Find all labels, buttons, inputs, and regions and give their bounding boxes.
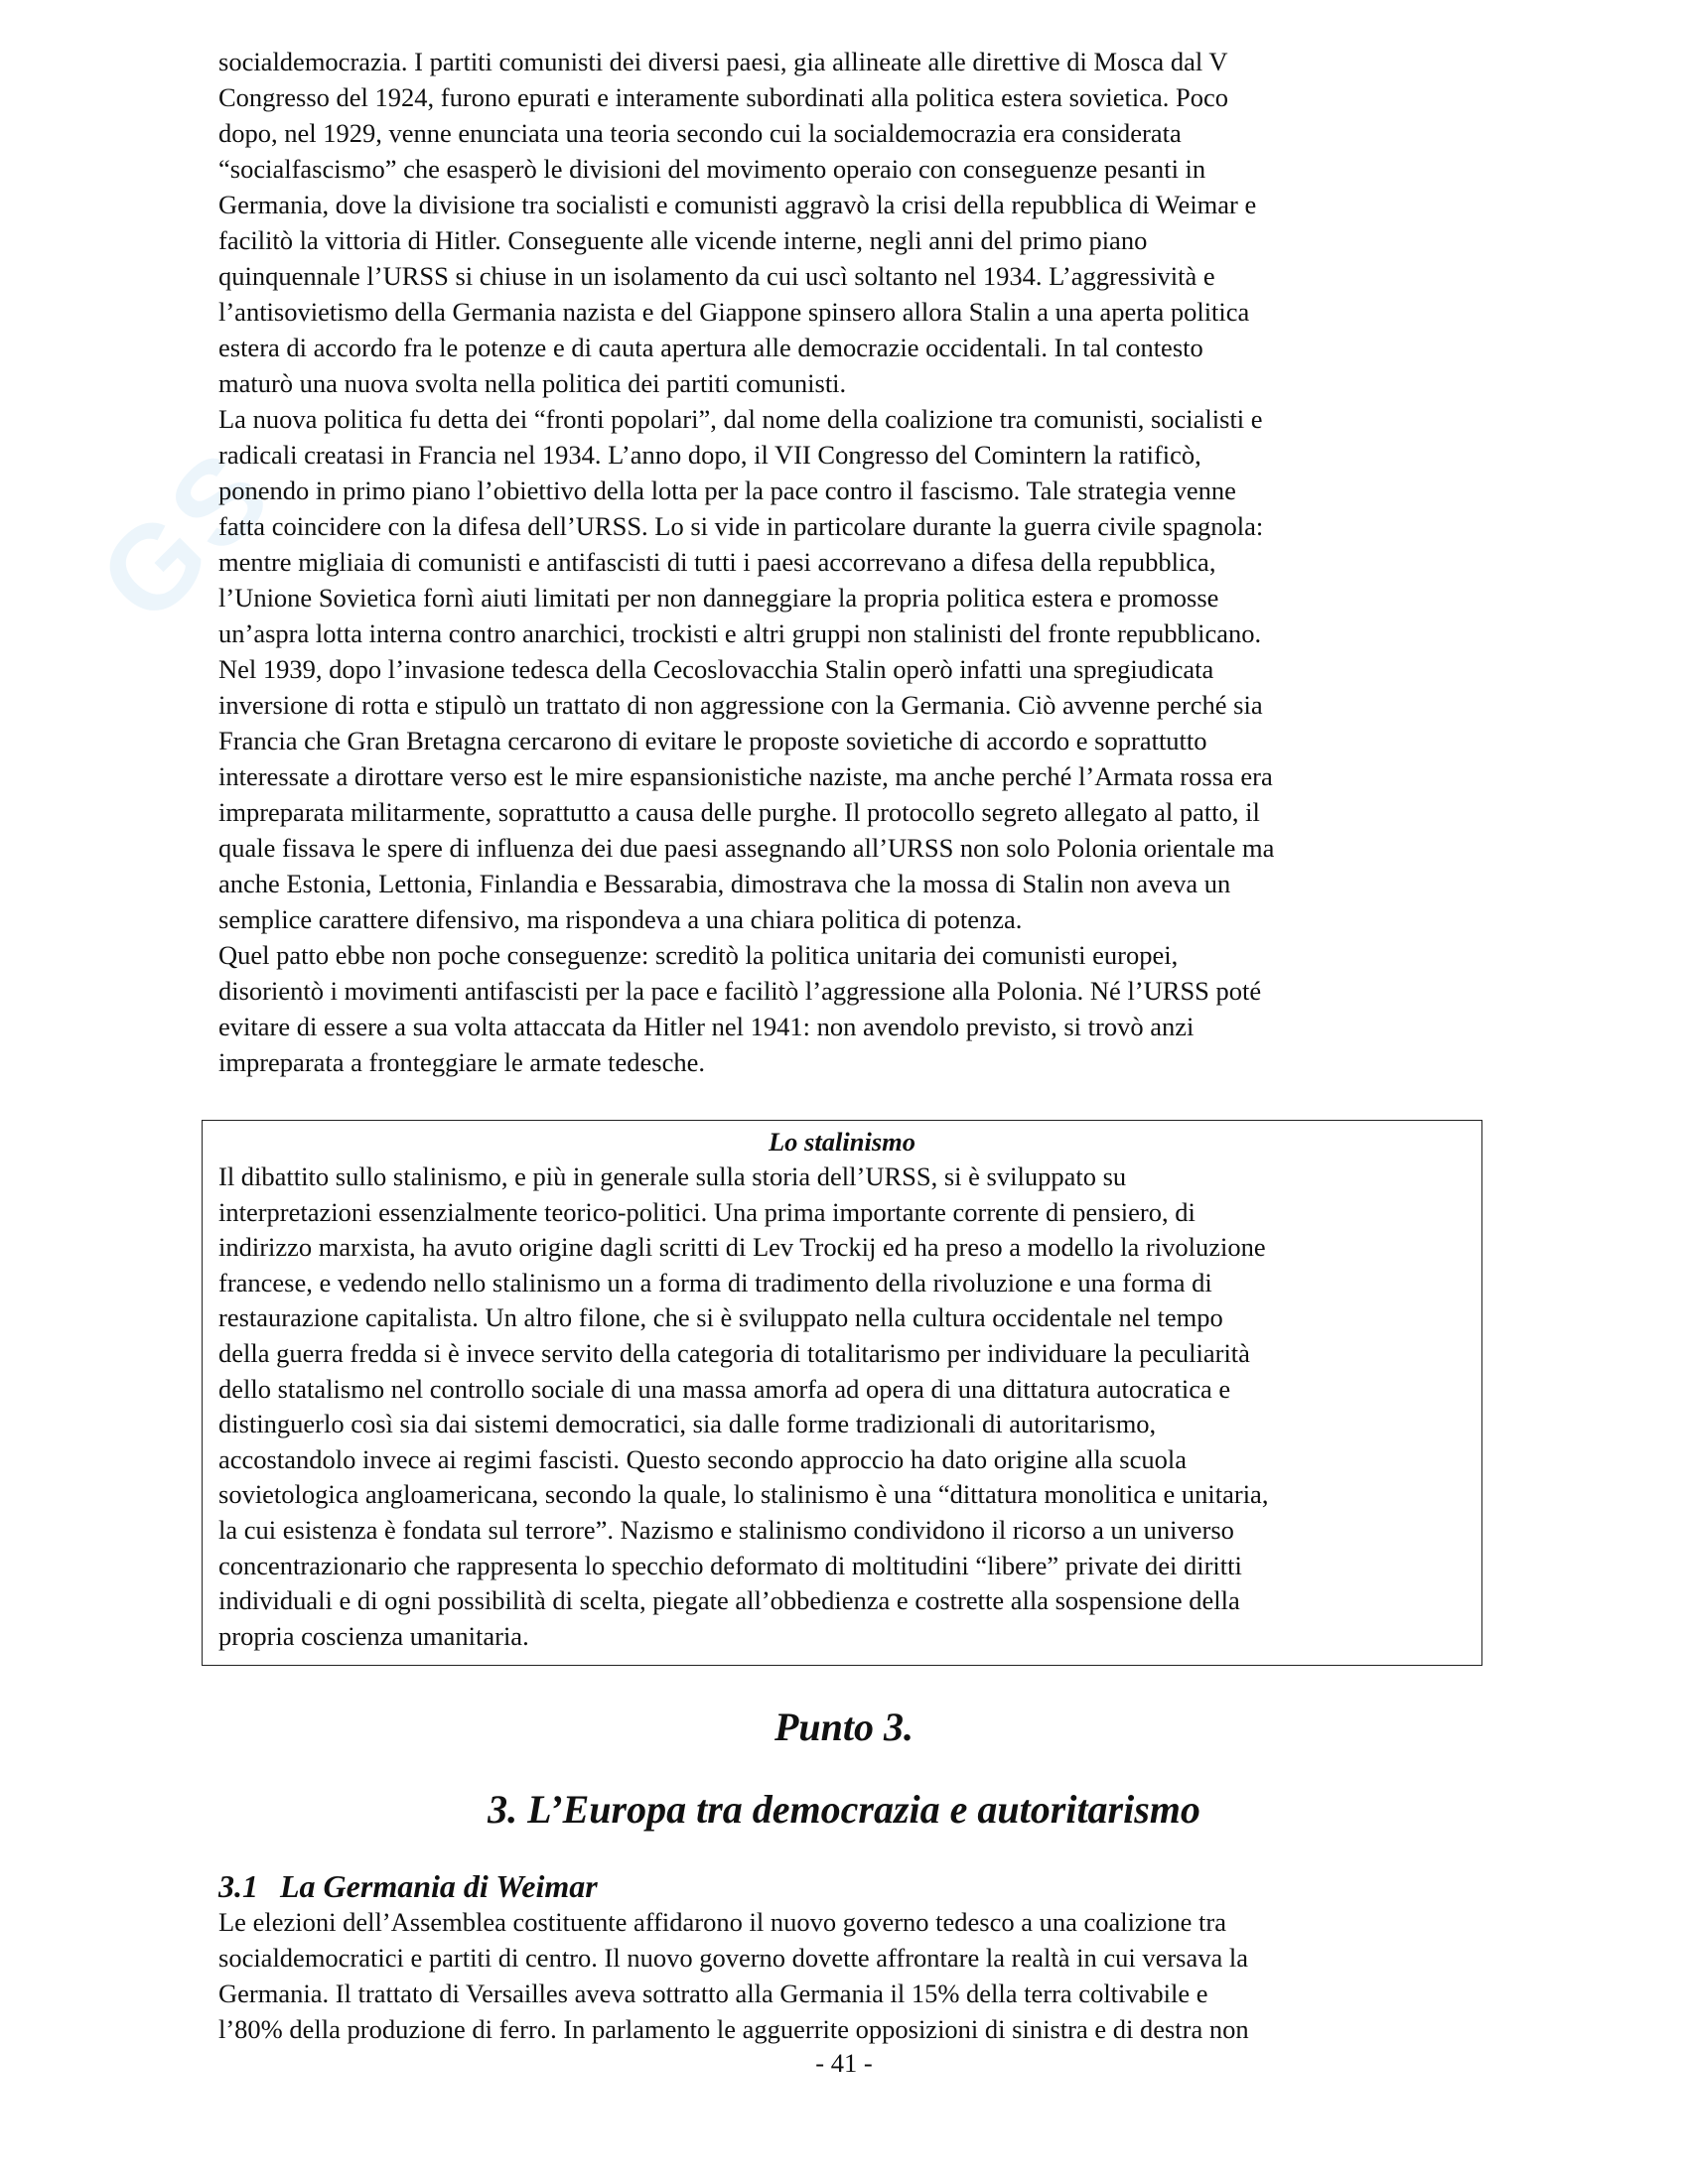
box-text-line: individuali e di ogni possibilità di scelta, piegate all’obbedienza e costrette alla sospensione della: [218, 1585, 1240, 1616]
text-line: facilitò la vittoria di Hitler. Conseguente alle vicende interne, negli anni del primo piano: [218, 225, 1148, 255]
chapter-number: 3.: [488, 1787, 518, 1832]
punto-heading: Punto 3.: [774, 1705, 914, 1749]
text-line: quale fissava le spere di influenza dei due paesi assegnando all’URSS non solo Polonia orientale ma: [218, 833, 1275, 863]
text-line: fatta coincidere con la difesa dell’URSS. Lo si vide in particolare durante la guerra civile spagnola:: [218, 511, 1264, 541]
text-line: anche Estonia, Lettonia, Finlandia e Bessarabia, dimostrava che la mossa di Stalin non aveva un: [218, 869, 1231, 898]
page-number: - 41 -: [815, 2048, 873, 2078]
box-title: Lo stalinismo: [769, 1127, 915, 1157]
section-text-line: Le elezioni dell’Assemblea costituente affidarono il nuovo governo tedesco a una coalizione tra: [218, 1907, 1226, 1937]
text-line: evitare di essere a sua volta attaccata da Hitler nel 1941: non avendolo previsto, si trovò anzi: [218, 1012, 1195, 1041]
box-text-line: indirizzo marxista, ha avuto origine dagli scritti di Lev Trockij ed ha preso a modello la rivoluzione: [218, 1232, 1266, 1263]
box-text-line: restaurazione capitalista. Un altro filone, che si è sviluppato nella cultura occidentale nel tempo: [218, 1302, 1223, 1333]
section-text: [218, 1904, 1489, 2047]
text-line: inversione di rotta e stipulò un trattato di non aggressione con la Germania. Ciò avvenne perché sia: [218, 690, 1263, 720]
box-text-line: la cui esistenza è fondata sul terrore”. Nazismo e stalinismo condividono il ricorso a un universo: [218, 1514, 1234, 1545]
chapter-title: L’Europa tra democrazia e autoritarismo: [527, 1787, 1200, 1832]
box-text-line: distinguerlo così sia dai sistemi democratici, sia dalle forme tradizionali di autoritarismo,: [218, 1409, 1157, 1439]
section-title: La Germania di Weimar: [280, 1868, 598, 1904]
text-line: socialdemocrazia. I partiti comunisti dei diversi paesi, gia allineate alle direttive di Mosca dal V: [218, 47, 1228, 76]
box-text-line: interpretazioni essenzialmente teorico-politici. Una prima importante corrente di pensiero, di: [218, 1196, 1196, 1227]
text-line: estera di accordo fra le potenze e di cauta apertura alle democrazie occidentali. In tal contesto: [218, 333, 1203, 362]
text-line: Germania, dove la divisione tra socialisti e comunisti aggravò la crisi della repubblica di Weimar e: [218, 190, 1257, 219]
chapter-heading: [0, 1785, 1688, 1835]
box-text-line: dello statalismo nel controllo sociale di una massa amorfa ad opera di una dittatura autocratica e: [218, 1373, 1231, 1404]
box-text-line: francese, e vedendo nello stalinismo un a forma di tradimento della rivoluzione e una forma di: [218, 1267, 1212, 1297]
text-line: ponendo in primo piano l’obiettivo della lotta per la pace contro il fascismo. Tale strategia venne: [218, 476, 1236, 505]
box-text-line: propria coscienza umanitaria.: [218, 1620, 529, 1651]
text-line: impreparata militarmente, soprattutto a causa delle purghe. Il protocollo segreto allegato al patto, il: [218, 797, 1260, 827]
text-line: dopo, nel 1929, venne enunciata una teoria secondo cui la socialdemocrazia era considerata: [218, 118, 1182, 148]
text-line: semplice carattere difensivo, ma rispondeva a una chiara politica di potenza.: [218, 904, 1023, 934]
text-line: disorientò i movimenti antifascisti per la pace e facilitò l’aggressione alla Polonia. Né l’URSS poté: [218, 976, 1262, 1006]
text-line: l’antisovietismo della Germania nazista e del Giappone spinsero allora Stalin a una aperta politica: [218, 297, 1250, 327]
box-text-line: sovietologica angloamericana, secondo la quale, lo stalinismo è una “dittatura monolitica e unitaria,: [218, 1479, 1269, 1510]
text-line: Nel 1939, dopo l’invasione tedesca della Cecoslovacchia Stalin operò infatti una spregiudicata: [218, 654, 1214, 684]
text-line: l’Unione Sovietica fornì aiuti limitati per non danneggiare la propria politica estera e promosse: [218, 583, 1219, 613]
box-text-line: Il dibattito sullo stalinismo, e più in generale sulla storia dell’URSS, si è sviluppato su: [218, 1161, 1127, 1191]
text-line: mentre migliaia di comunisti e antifascisti di tutti i paesi accorrevano a difesa della repubblica,: [218, 547, 1216, 577]
box-text: [218, 1160, 1470, 1654]
box-text-line: accostandolo invece ai regimi fascisti. Questo secondo approccio ha dato origine alla scuola: [218, 1443, 1188, 1474]
text-line: interessate a dirottare verso est le mire espansionistiche naziste, ma anche perché l’Armata rossa era: [218, 761, 1273, 791]
stalinismo-box: [202, 1120, 1482, 1666]
text-line: maturò una nuova svolta nella politica dei partiti comunisti.: [218, 368, 847, 398]
section-heading: [218, 1866, 598, 1906]
text-line: La nuova politica fu detta dei “fronti popolari”, dal nome della coalizione tra comunisti, socialisti e: [218, 404, 1263, 434]
text-line: quinquennale l’URSS si chiuse in un isolamento da cui uscì soltanto nel 1934. L’aggressività e: [218, 261, 1215, 291]
section-text-line: l’80% della produzione di ferro. In parlamento le agguerrite opposizioni di sinistra e di destra non: [218, 2014, 1249, 2044]
box-text-line: della guerra fredda si è invece servito della categoria di totalitarismo per individuare la peculiarità: [218, 1337, 1250, 1368]
text-line: “socialfascismo” che esasperò le divisioni del movimento operaio con conseguenze pesanti in: [218, 154, 1206, 184]
text-line: radicali creatasi in Francia nel 1934. L’anno dopo, il VII Congresso del Comintern la ratificò,: [218, 440, 1201, 470]
text-line: impreparata a fronteggiare le armate tedesche.: [218, 1047, 705, 1077]
text-line: un’aspra lotta interna contro anarchici, trockisti e altri gruppi non stalinisti del fronte repubblicano.: [218, 618, 1262, 648]
section-text-line: socialdemocratici e partiti di centro. Il nuovo governo dovette affrontare la realtà in cui versava la: [218, 1943, 1248, 1973]
body-text: [218, 44, 1489, 1080]
text-line: Francia che Gran Bretagna cercarono di evitare le proposte sovietiche di accordo e soprattutto: [218, 726, 1207, 755]
box-text-line: concentrazionario che rappresenta lo specchio deformato di moltitudini “libere” private dei diritti: [218, 1550, 1242, 1580]
text-line: Congresso del 1924, furono epurati e interamente subordinati alla politica estera sovietica. Poco: [218, 82, 1229, 112]
watermark-logo: GS: [73, 422, 299, 647]
text-line: Quel patto ebbe non poche conseguenze: screditò la politica unitaria dei comunisti europei,: [218, 940, 1179, 970]
section-number: 3.1: [218, 1868, 258, 1904]
section-text-line: Germania. Il trattato di Versailles aveva sottratto alla Germania il 15% della terra coltivabile e: [218, 1979, 1208, 2008]
